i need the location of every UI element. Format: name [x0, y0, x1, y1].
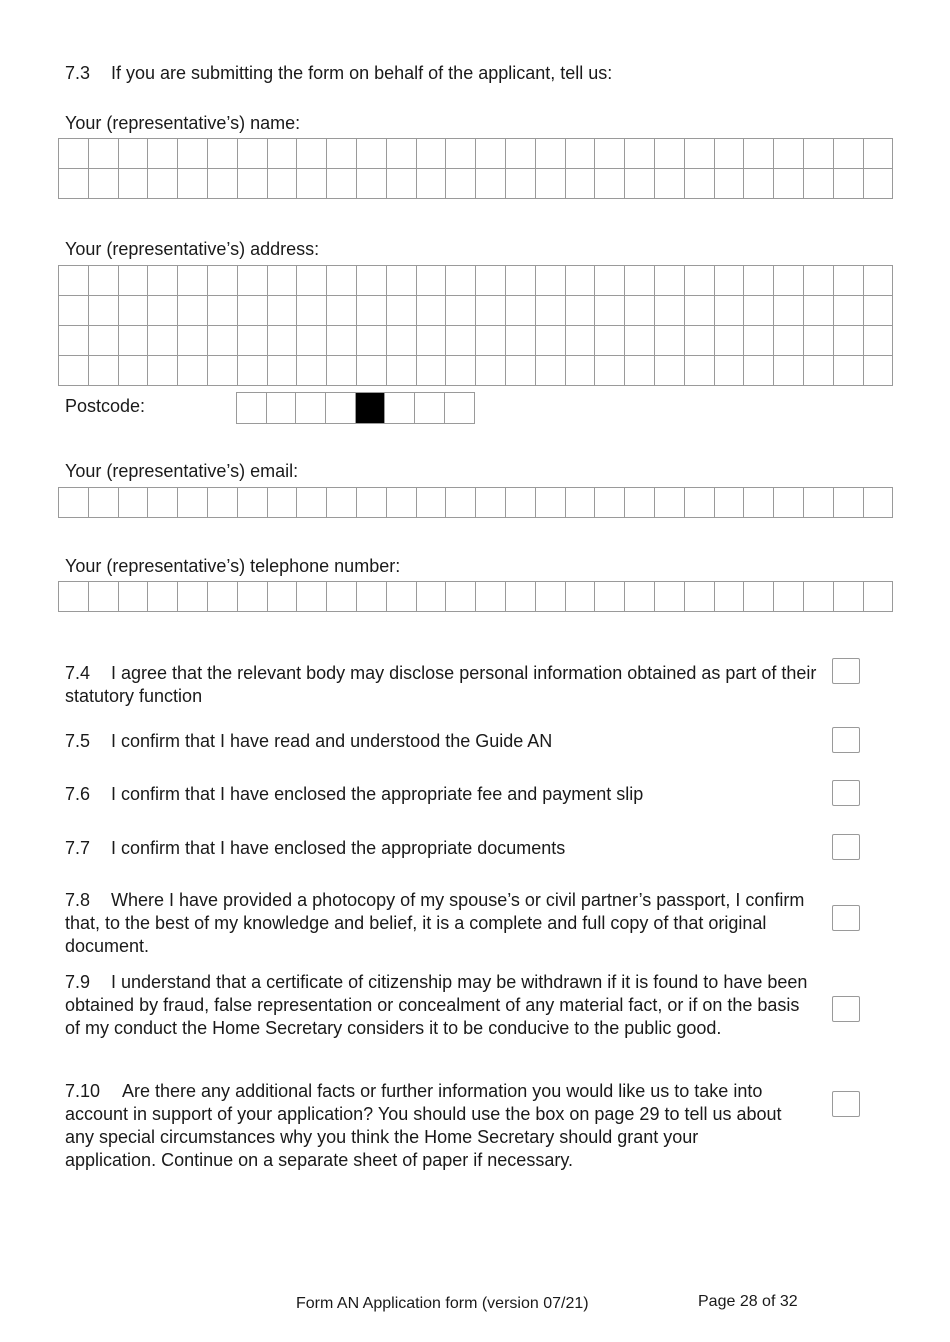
char-cell[interactable] [417, 296, 447, 326]
char-cell[interactable] [625, 266, 655, 296]
char-cell[interactable] [59, 266, 89, 296]
declaration-7-7 [65, 837, 825, 860]
char-cell[interactable] [566, 169, 596, 199]
char-cell[interactable] [476, 356, 506, 386]
char-cell[interactable] [387, 488, 417, 518]
char-cell[interactable] [476, 266, 506, 296]
char-cell[interactable] [744, 488, 774, 518]
char-cell[interactable] [148, 296, 178, 326]
char-cell[interactable] [446, 356, 476, 386]
char-cell[interactable] [506, 296, 536, 326]
char-cell[interactable] [566, 266, 596, 296]
declaration-number: 7.9 [65, 972, 91, 992]
char-cell[interactable] [476, 488, 506, 518]
char-cell[interactable] [327, 169, 357, 199]
char-cell[interactable] [566, 356, 596, 386]
section-7-3-heading [65, 62, 612, 85]
char-cell[interactable] [268, 139, 298, 169]
postcode-cell[interactable] [445, 393, 475, 424]
char-cell[interactable] [268, 266, 298, 296]
char-cell[interactable] [655, 356, 685, 386]
char-cell[interactable] [119, 296, 149, 326]
char-cell[interactable] [506, 582, 536, 612]
char-cell[interactable] [417, 356, 447, 386]
char-cell[interactable] [178, 139, 208, 169]
char-cell[interactable] [208, 169, 238, 199]
declaration-number: 7.4 [65, 663, 91, 683]
char-cell[interactable] [357, 326, 387, 356]
char-cell[interactable] [804, 266, 834, 296]
char-cell[interactable] [715, 266, 745, 296]
char-cell[interactable] [536, 488, 566, 518]
char-cell[interactable] [327, 296, 357, 326]
char-cell[interactable] [327, 582, 357, 612]
declaration-7-4 [65, 662, 825, 708]
char-cell[interactable] [238, 326, 268, 356]
char-cell[interactable] [804, 488, 834, 518]
char-cell[interactable] [387, 356, 417, 386]
declaration-text: Are there any additional facts or further information you would like us to take into account in support of your application? You should use the box on page 29 to tell us about any special circumstances why you think the Home Secretary should grant your application. Continue on a separate sheet of paper if necessary. [65, 1081, 782, 1170]
char-cell[interactable] [744, 326, 774, 356]
char-cell[interactable] [119, 139, 149, 169]
char-cell[interactable] [59, 582, 89, 612]
char-cell[interactable] [327, 139, 357, 169]
char-cell[interactable] [834, 266, 864, 296]
declaration-7-6 [65, 783, 825, 806]
char-cell[interactable] [119, 266, 149, 296]
char-cell[interactable] [655, 296, 685, 326]
char-cell[interactable] [506, 266, 536, 296]
char-cell[interactable] [446, 266, 476, 296]
char-cell[interactable] [566, 326, 596, 356]
char-cell[interactable] [834, 326, 864, 356]
char-cell[interactable] [625, 356, 655, 386]
declaration-7-5-checkbox[interactable] [832, 727, 860, 753]
char-cell[interactable] [774, 326, 804, 356]
char-cell[interactable] [625, 326, 655, 356]
char-cell[interactable] [774, 139, 804, 169]
declaration-text: I understand that a certificate of citizenship may be withdrawn if it is found to have been obtained by fraud, false representation or concealment of any material fact, or if on the basis of my conduct the Home Secretary considers it to be conducive to the public good. [65, 972, 808, 1038]
char-cell[interactable] [804, 169, 834, 199]
char-cell[interactable] [744, 582, 774, 612]
postcode-separator-cell [356, 393, 386, 424]
char-cell[interactable] [864, 356, 894, 386]
char-cell[interactable] [417, 582, 447, 612]
name-label: Your (representative’s) name: [65, 113, 301, 133]
char-cell[interactable] [744, 139, 774, 169]
postcode-cell[interactable] [326, 393, 356, 424]
char-cell[interactable] [655, 139, 685, 169]
char-cell[interactable] [476, 582, 506, 612]
char-cell[interactable] [446, 326, 476, 356]
char-cell[interactable] [446, 488, 476, 518]
char-cell[interactable] [238, 582, 268, 612]
char-cell[interactable] [715, 139, 745, 169]
declaration-7-8 [65, 889, 817, 958]
char-cell[interactable] [536, 139, 566, 169]
char-cell[interactable] [536, 356, 566, 386]
char-cell[interactable] [595, 296, 625, 326]
char-cell[interactable] [476, 139, 506, 169]
char-cell[interactable] [208, 356, 238, 386]
char-cell[interactable] [327, 356, 357, 386]
declaration-7-9-checkbox[interactable] [832, 996, 860, 1022]
char-cell[interactable] [446, 582, 476, 612]
char-cell[interactable] [685, 326, 715, 356]
char-cell[interactable] [864, 488, 894, 518]
char-cell[interactable] [864, 326, 894, 356]
char-cell[interactable] [297, 296, 327, 326]
char-cell[interactable] [327, 326, 357, 356]
char-cell[interactable] [178, 356, 208, 386]
postcode-cell[interactable] [296, 393, 326, 424]
postcode-cell[interactable] [385, 393, 415, 424]
char-cell[interactable] [715, 169, 745, 199]
declaration-7-10 [65, 1080, 785, 1172]
char-cell[interactable] [625, 296, 655, 326]
char-cell[interactable] [357, 169, 387, 199]
address-input-grid[interactable] [58, 265, 893, 386]
char-cell[interactable] [744, 296, 774, 326]
char-cell[interactable] [89, 488, 119, 518]
char-cell[interactable] [864, 582, 894, 612]
char-cell[interactable] [148, 488, 178, 518]
char-cell[interactable] [119, 488, 149, 518]
char-cell[interactable] [804, 296, 834, 326]
name-input-grid[interactable] [58, 138, 893, 199]
char-cell[interactable] [89, 356, 119, 386]
char-cell[interactable] [178, 266, 208, 296]
char-cell[interactable] [864, 169, 894, 199]
char-cell[interactable] [566, 139, 596, 169]
char-cell[interactable] [178, 296, 208, 326]
char-cell[interactable] [715, 326, 745, 356]
char-cell[interactable] [148, 169, 178, 199]
char-cell[interactable] [774, 356, 804, 386]
char-cell[interactable] [148, 582, 178, 612]
char-cell[interactable] [476, 296, 506, 326]
declaration-7-5 [65, 730, 825, 753]
char-cell[interactable] [59, 169, 89, 199]
char-cell[interactable] [715, 356, 745, 386]
char-cell[interactable] [625, 139, 655, 169]
char-cell[interactable] [536, 169, 566, 199]
char-cell[interactable] [834, 139, 864, 169]
char-cell[interactable] [297, 169, 327, 199]
char-cell[interactable] [238, 169, 268, 199]
postcode-label: Postcode: [65, 396, 146, 416]
char-cell[interactable] [655, 326, 685, 356]
section-text: If you are submitting the form on behalf of the applicant, tell us: [111, 63, 613, 83]
char-cell[interactable] [506, 139, 536, 169]
char-cell[interactable] [864, 266, 894, 296]
char-cell[interactable] [536, 266, 566, 296]
char-cell[interactable] [208, 582, 238, 612]
char-cell[interactable] [566, 582, 596, 612]
char-cell[interactable] [804, 582, 834, 612]
char-cell[interactable] [655, 266, 685, 296]
char-cell[interactable] [268, 296, 298, 326]
char-cell[interactable] [834, 296, 864, 326]
declaration-7-8-checkbox[interactable] [832, 905, 860, 931]
char-cell[interactable] [864, 139, 894, 169]
char-cell[interactable] [804, 356, 834, 386]
char-cell[interactable] [446, 169, 476, 199]
char-cell[interactable] [208, 266, 238, 296]
char-cell[interactable] [685, 266, 715, 296]
char-cell[interactable] [506, 169, 536, 199]
address-label: Your (representative’s) address: [65, 239, 320, 259]
declaration-number: 7.6 [65, 784, 91, 804]
char-cell[interactable] [625, 169, 655, 199]
char-cell[interactable] [625, 582, 655, 612]
char-cell[interactable] [417, 266, 447, 296]
char-cell[interactable] [119, 582, 149, 612]
email-input-grid[interactable] [58, 487, 893, 518]
char-cell[interactable] [297, 139, 327, 169]
char-cell[interactable] [357, 356, 387, 386]
char-cell[interactable] [178, 326, 208, 356]
char-cell[interactable] [655, 488, 685, 518]
char-cell[interactable] [238, 356, 268, 386]
char-cell[interactable] [417, 169, 447, 199]
footer-page-number: Page 28 of 32 [698, 1293, 798, 1310]
char-cell[interactable] [804, 326, 834, 356]
char-cell[interactable] [685, 139, 715, 169]
char-cell[interactable] [476, 169, 506, 199]
char-cell[interactable] [387, 326, 417, 356]
postcode-input-grid[interactable] [236, 392, 475, 424]
char-cell[interactable] [119, 169, 149, 199]
footer-form-name: Form AN Application form (version 07/21) [296, 1295, 589, 1312]
char-cell[interactable] [148, 326, 178, 356]
postcode-cell[interactable] [267, 393, 297, 424]
char-cell[interactable] [506, 356, 536, 386]
char-cell[interactable] [357, 139, 387, 169]
char-cell[interactable] [774, 266, 804, 296]
char-cell[interactable] [774, 488, 804, 518]
phone-label: Your (representative’s) telephone number: [65, 556, 401, 576]
char-cell[interactable] [297, 582, 327, 612]
char-cell[interactable] [148, 266, 178, 296]
declaration-number: 7.7 [65, 838, 91, 858]
char-cell[interactable] [327, 266, 357, 296]
char-cell[interactable] [834, 169, 864, 199]
char-cell[interactable] [387, 266, 417, 296]
char-cell[interactable] [506, 488, 536, 518]
declaration-text: I confirm that I have enclosed the appropriate documents [111, 838, 566, 858]
char-cell[interactable] [89, 296, 119, 326]
char-cell[interactable] [595, 326, 625, 356]
char-cell[interactable] [566, 296, 596, 326]
char-cell[interactable] [268, 582, 298, 612]
char-cell[interactable] [536, 582, 566, 612]
postcode-cell[interactable] [415, 393, 445, 424]
phone-input-grid[interactable] [58, 581, 893, 612]
char-cell[interactable] [685, 488, 715, 518]
char-cell[interactable] [506, 326, 536, 356]
char-cell[interactable] [595, 356, 625, 386]
char-cell[interactable] [89, 326, 119, 356]
char-cell[interactable] [297, 488, 327, 518]
char-cell[interactable] [238, 296, 268, 326]
char-cell[interactable] [268, 488, 298, 518]
char-cell[interactable] [685, 296, 715, 326]
char-cell[interactable] [178, 169, 208, 199]
declaration-7-7-checkbox[interactable] [832, 834, 860, 860]
char-cell[interactable] [268, 169, 298, 199]
char-cell[interactable] [59, 296, 89, 326]
char-cell[interactable] [148, 139, 178, 169]
char-cell[interactable] [178, 488, 208, 518]
char-cell[interactable] [625, 488, 655, 518]
char-cell[interactable] [864, 296, 894, 326]
char-cell[interactable] [119, 356, 149, 386]
char-cell[interactable] [715, 488, 745, 518]
char-cell[interactable] [59, 488, 89, 518]
char-cell[interactable] [655, 582, 685, 612]
char-cell[interactable] [655, 169, 685, 199]
char-cell[interactable] [595, 582, 625, 612]
char-cell[interactable] [327, 488, 357, 518]
char-cell[interactable] [774, 169, 804, 199]
char-cell[interactable] [59, 326, 89, 356]
char-cell[interactable] [297, 356, 327, 386]
char-cell[interactable] [446, 296, 476, 326]
char-cell[interactable] [685, 169, 715, 199]
char-cell[interactable] [685, 356, 715, 386]
char-cell[interactable] [89, 139, 119, 169]
char-cell[interactable] [89, 266, 119, 296]
char-cell[interactable] [268, 326, 298, 356]
char-cell[interactable] [148, 356, 178, 386]
char-cell[interactable] [387, 582, 417, 612]
declaration-text: I confirm that I have read and understood the Guide AN [111, 731, 553, 751]
char-cell[interactable] [715, 296, 745, 326]
char-cell[interactable] [536, 296, 566, 326]
char-cell[interactable] [446, 139, 476, 169]
char-cell[interactable] [834, 488, 864, 518]
declaration-7-9 [65, 971, 817, 1040]
char-cell[interactable] [178, 582, 208, 612]
char-cell[interactable] [744, 169, 774, 199]
char-cell[interactable] [595, 266, 625, 296]
char-cell[interactable] [297, 266, 327, 296]
char-cell[interactable] [417, 488, 447, 518]
char-cell[interactable] [208, 488, 238, 518]
char-cell[interactable] [387, 169, 417, 199]
declaration-7-6-checkbox[interactable] [832, 780, 860, 806]
char-cell[interactable] [595, 169, 625, 199]
char-cell[interactable] [834, 582, 864, 612]
char-cell[interactable] [595, 488, 625, 518]
char-cell[interactable] [417, 326, 447, 356]
declaration-7-10-checkbox[interactable] [832, 1091, 860, 1117]
char-cell[interactable] [774, 296, 804, 326]
char-cell[interactable] [566, 488, 596, 518]
char-cell[interactable] [297, 326, 327, 356]
declaration-7-4-checkbox[interactable] [832, 658, 860, 684]
email-label: Your (representative’s) email: [65, 461, 299, 481]
char-cell[interactable] [476, 326, 506, 356]
char-cell[interactable] [238, 266, 268, 296]
section-number: 7.3 [65, 63, 91, 83]
char-cell[interactable] [804, 139, 834, 169]
char-cell[interactable] [238, 139, 268, 169]
char-cell[interactable] [417, 139, 447, 169]
declaration-text: I agree that the relevant body may disclose personal information obtained as part of their statutory function [65, 663, 817, 706]
declaration-number: 7.5 [65, 731, 91, 751]
char-cell[interactable] [268, 356, 298, 386]
char-cell[interactable] [357, 488, 387, 518]
char-cell[interactable] [744, 266, 774, 296]
char-cell[interactable] [357, 296, 387, 326]
char-cell[interactable] [208, 296, 238, 326]
char-cell[interactable] [387, 296, 417, 326]
postcode-cell[interactable] [237, 393, 267, 424]
char-cell[interactable] [357, 266, 387, 296]
char-cell[interactable] [89, 582, 119, 612]
char-cell[interactable] [536, 326, 566, 356]
declaration-text: I confirm that I have enclosed the appropriate fee and payment slip [111, 784, 644, 804]
char-cell[interactable] [774, 582, 804, 612]
declaration-text: Where I have provided a photocopy of my spouse’s or civil partner’s passport, I confirm that, to the best of my knowledge and belief, it is a complete and full copy of that original document. [65, 890, 805, 956]
char-cell[interactable] [744, 356, 774, 386]
declaration-number: 7.10 [65, 1081, 101, 1101]
char-cell[interactable] [685, 582, 715, 612]
char-cell[interactable] [89, 169, 119, 199]
char-cell[interactable] [715, 582, 745, 612]
char-cell[interactable] [208, 326, 238, 356]
char-cell[interactable] [595, 139, 625, 169]
char-cell[interactable] [59, 139, 89, 169]
char-cell[interactable] [208, 139, 238, 169]
char-cell[interactable] [834, 356, 864, 386]
char-cell[interactable] [59, 356, 89, 386]
char-cell[interactable] [119, 326, 149, 356]
declaration-number: 7.8 [65, 890, 91, 910]
char-cell[interactable] [387, 139, 417, 169]
char-cell[interactable] [238, 488, 268, 518]
char-cell[interactable] [357, 582, 387, 612]
